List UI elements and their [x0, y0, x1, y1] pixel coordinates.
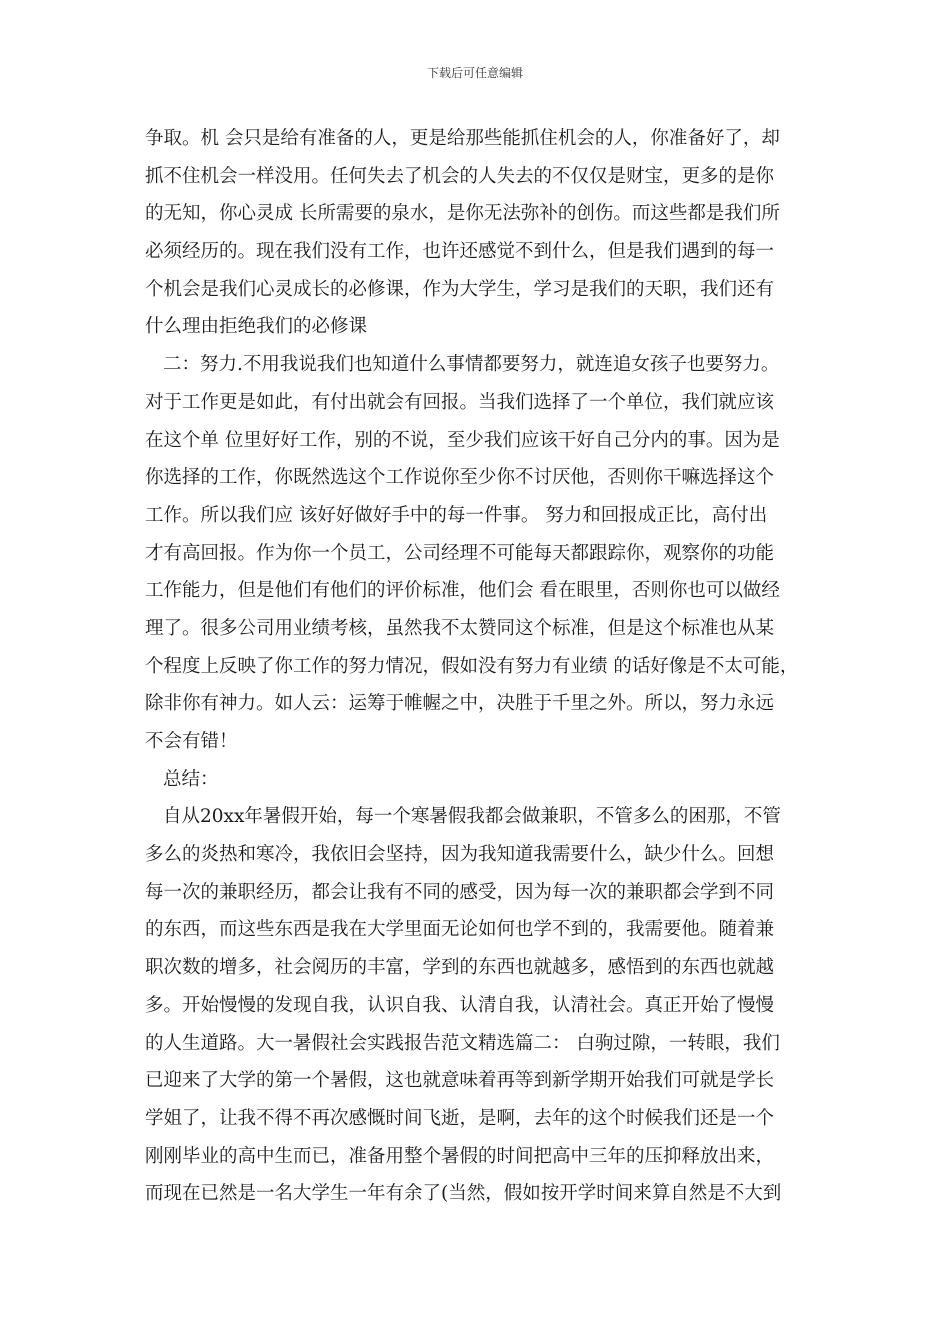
text-line: 个机会是我们心灵成长的必修课，作为大学生，学习是我们的天职，我们还有: [145, 278, 775, 300]
text-line: 你选择的工作，你既然选这个工作说你至少你不讨厌他，否则你干嘛选择这个: [145, 467, 775, 489]
text-line: 在这个单 位里好好工作，别的不说，至少我们应该干好自己分内的事。因为是: [145, 429, 780, 451]
text-line: 每一次的兼职经历，都会让我有不同的感受，因为每一次的兼职都会学到不同: [145, 881, 775, 903]
text-line: 自从20xx年暑假开始，每一个寒暑假我都会做兼职，不管多么的困那，不管: [163, 806, 781, 828]
text-line: 职次数的增多，社会阅历的丰富，学到的东西也就越多，感悟到的东西也就越: [145, 957, 775, 979]
text-line: 刚刚毕业的高中生而已，准备用整个暑假的时间把高中三年的压抑释放出来，: [145, 1145, 775, 1167]
text-line: 而现在已然是一名大学生一年有余了(当然，假如按开学时间来算自然是不大到: [145, 1183, 782, 1205]
page-header: 下载后可任意编辑: [426, 66, 523, 80]
text-line: 抓不住机会一样没用。任何失去了机会的人失去的不仅仅是财宝，更多的是你: [145, 165, 775, 187]
text-line: 的东西，而这些东西是我在大学里面无论如何也学不到的，我需要他。随着兼: [145, 919, 775, 941]
text-line: 多。开始慢慢的发现自我，认识自我、认清自我，认清社会。真正开始了慢慢: [145, 994, 775, 1016]
text-line: 必须经历的。现在我们没有工作，也许还感觉不到什么，但是我们遇到的每一: [145, 241, 775, 263]
text-line: 多么的炎热和寒冷，我依旧会坚持，因为我知道我需要什么，缺少什么。回想: [145, 844, 775, 866]
text-line: 除非你有神力。如人云：运筹于帷幄之中，决胜于千里之外。所以，努力永远: [145, 693, 775, 715]
text-line: 二：努力.不用我说我们也知道什么事情都要努力，就连追女孩子也要努力。: [163, 354, 780, 376]
text-line: 学姐了，让我不得不再次感慨时间飞逝，是啊，去年的这个时候我们还是一个: [145, 1107, 775, 1129]
text-line: 工作能力，但是他们有他们的评价标准，他们会 看在眼里，否则你也可以做经: [145, 580, 780, 602]
text-line: 争取。机 会只是给有准备的人，更是给那些能抓住机会的人，你准备好了，却: [145, 128, 780, 149]
text-line: 已迎来了大学的第一个暑假，这也就意味着再等到新学期开始我们可就是学长: [145, 1070, 775, 1092]
text-line: 理了。很多公司用业绩考核，虽然我不太赞同这个标准，但是这个标准也从某: [145, 617, 775, 639]
document-body: [145, 120, 820, 1213]
text-line: 不会有错！: [145, 731, 238, 752]
text-line: 工作。所以我们应 该好好做好手中的每一件事。 努力和回报成正比，高付出: [145, 504, 768, 526]
text-line: 才有高回报。作为你一个员工，公司经理不可能每天都跟踪你，观察你的功能: [145, 542, 775, 564]
text-line: 的人生道路。大一暑假社会实践报告范文精选篇二： 白驹过隙，一转眼，我们: [145, 1032, 780, 1054]
text-line: 对于工作更是如此，有付出就会有回报。当我们选择了一个单位，我们就应该: [145, 391, 775, 413]
text-line: 的无知，你心灵成 长所需要的泉水，是你无法弥补的创伤。而这些都是我们所: [145, 203, 780, 225]
text-line: 个程度上反映了你工作的努力情况，假如没有努力有业绩 的话好像是不太可能，: [145, 655, 799, 677]
text-line: 什么理由拒绝我们的必修课: [145, 316, 368, 338]
text-line: 总结：: [163, 768, 219, 790]
